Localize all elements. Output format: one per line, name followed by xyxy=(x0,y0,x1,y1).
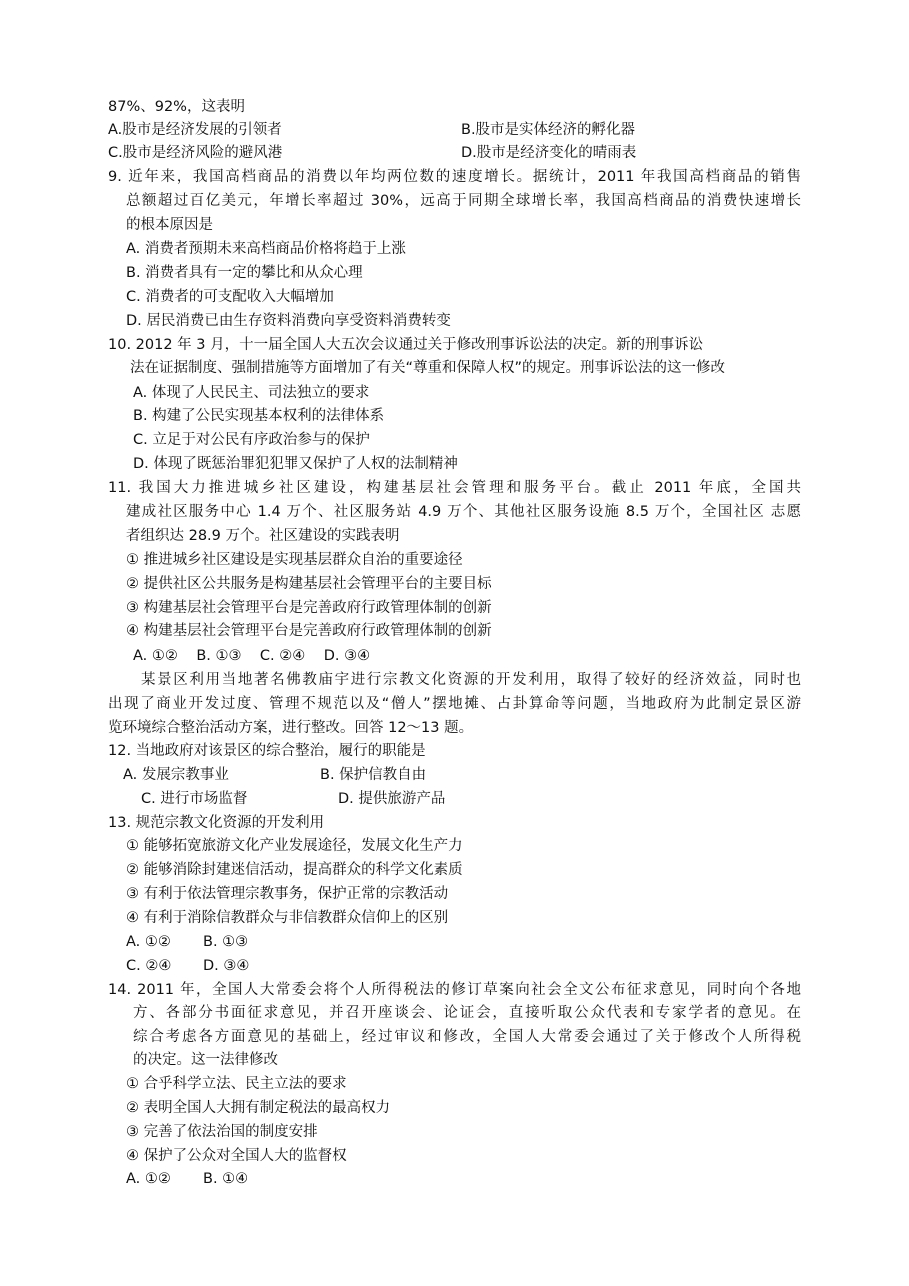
q14-stem-line: 14. 2011 年，全国人大常委会将个人所得税法的修订草案向社会全文公布征求意见，同时向个各地 xyxy=(108,982,801,998)
q8-option-a: A.股市是经济发展的引领者 xyxy=(108,122,282,138)
q11-item-2: ② 提供社区公共服务是构建基层社会管理平台的主要目标 xyxy=(126,576,492,592)
q8-option-b: B.股市是实体经济的孵化器 xyxy=(461,122,636,138)
q11-item-4: ④ 构建基层社会管理平台是完善政府行政管理体制的创新 xyxy=(126,623,492,639)
q14-item-1: ① 合乎科学立法、民主立法的要求 xyxy=(126,1076,347,1092)
q11-stem-line: 建成社区服务中心 1.4 万个、社区服务站 4.9 万个、其他社区服务设施 8.5 万个，全国社区 志愿 xyxy=(126,504,801,520)
q14-stem-line: 综合考虑各方面意见的基础上，经过审议和修改，全国人大常委会通过了关于修改个人所得税 xyxy=(133,1029,801,1045)
q14-item-3: ③ 完善了依法治国的制度安排 xyxy=(126,1124,318,1140)
passage-line: 出现了商业开发过度、管理不规范以及“僧人”摆地摊、占卦算命等问题，当地政府为此制定景区游 xyxy=(108,696,801,712)
q11-item-3: ③ 构建基层社会管理平台是完善政府行政管理体制的创新 xyxy=(126,600,492,616)
q12-option-b: B. 保护信教自由 xyxy=(320,767,427,783)
q9-option-c: C. 消费者的可支配收入大幅增加 xyxy=(126,289,334,305)
q14-stem-line: 的决定。这一法律修改 xyxy=(133,1052,278,1068)
q10-option-d: D. 体现了既惩治罪犯犯罪又保护了人权的法制精神 xyxy=(133,456,458,472)
q10-option-c: C. 立足于对公民有序政治参与的保护 xyxy=(133,432,370,448)
q13-stem: 13. 规范宗教文化资源的开发利用 xyxy=(108,815,325,831)
q13-item-4: ④ 有利于消除信教群众与非信教群众信仰上的区别 xyxy=(126,910,449,926)
q10-option-b: B. 构建了公民实现基本权利的法律体系 xyxy=(133,408,385,424)
q13-item-2: ② 能够消除封建迷信活动，提高群众的科学文化素质 xyxy=(126,862,463,878)
q14-stem-line: 方、各部分书面征求意见，并召开座谈会、论证会，直接听取公众代表和专家学者的意见。在 xyxy=(133,1005,801,1021)
passage-line: 某景区利用当地著名佛教庙宇进行宗教文化资源的开发利用，取得了较好的经济效益，同时也 xyxy=(141,672,801,688)
q9-option-d: D. 居民消费已由生存资料消费向享受资料消费转变 xyxy=(126,313,451,329)
q12-option-a: A. 发展宗教事业 xyxy=(123,767,229,783)
q14-item-4: ④ 保护了公众对全国人大的监督权 xyxy=(126,1148,347,1164)
q14-choice-a: A. ①② xyxy=(126,1171,171,1187)
q13-choice-d: D. ③④ xyxy=(203,958,250,974)
q9-option-b: B. 消费者具有一定的攀比和从众心理 xyxy=(126,265,363,281)
q13-choice-a: A. ①② xyxy=(126,934,171,950)
q12-option-d: D. 提供旅游产品 xyxy=(338,791,446,807)
q12-stem: 12. 当地政府对该景区的综合整治，履行的职能是 xyxy=(108,743,426,759)
q11-stem-line: 者组织达 28.9 万个。社区建设的实践表明 xyxy=(126,528,400,544)
q11-stem-line: 11. 我国大力推进城乡社区建设，构建基层社会管理和服务平台。截止 2011 年底，全国共 xyxy=(108,480,801,496)
q14-choice-b: B. ①④ xyxy=(203,1171,249,1187)
q10-stem-line: 10. 2012 年 3 月，十一届全国人大五次会议通过关于修改刑事诉讼法的决定。新的刑事诉讼 xyxy=(108,337,704,353)
q10-stem-line: 法在证据制度、强制措施等方面增加了有关“尊重和保障人权”的规定。刑事诉讼法的这一修改 xyxy=(130,360,726,376)
q13-choice-b: B. ①③ xyxy=(203,934,249,950)
q14-item-2: ② 表明全国人大拥有制定税法的最高权力 xyxy=(126,1100,391,1116)
q12-option-c: C. 进行市场监督 xyxy=(141,791,248,807)
q9-stem-line: 总额超过百亿美元，年增长率超过 30%，远高于同期全球增长率，我国高档商品的消费快速增长 xyxy=(126,193,801,209)
q8-stem-tail: 87%、92%，这表明 xyxy=(108,99,245,115)
q8-option-d: D.股市是经济变化的晴雨表 xyxy=(461,145,637,161)
q11-choices: A. ①② B. ①③ C. ②④ D. ③④ xyxy=(133,648,371,664)
q8-option-c: C.股市是经济风险的避风港 xyxy=(108,145,283,161)
q9-stem-line: 9. 近年来，我国高档商品的消费以年均两位数的速度增长。据统计，2011 年我国高档商品的销售 xyxy=(108,169,801,185)
q9-stem-line: 的根本原因是 xyxy=(126,217,213,233)
q13-item-1: ① 能够拓宽旅游文化产业发展途径，发展文化生产力 xyxy=(126,838,463,854)
q11-item-1: ① 推进城乡社区建设是实现基层群众自治的重要途径 xyxy=(126,552,463,568)
q10-option-a: A. 体现了人民民主、司法独立的要求 xyxy=(133,385,370,401)
q9-option-a: A. 消费者预期未来高档商品价格将趋于上涨 xyxy=(126,241,406,257)
q13-choice-c: C. ②④ xyxy=(126,958,172,974)
passage-line: 览环境综合整治活动方案，进行整改。回答 12～13 题。 xyxy=(108,720,474,736)
q13-item-3: ③ 有利于依法管理宗教事务，保护正常的宗教活动 xyxy=(126,886,449,902)
